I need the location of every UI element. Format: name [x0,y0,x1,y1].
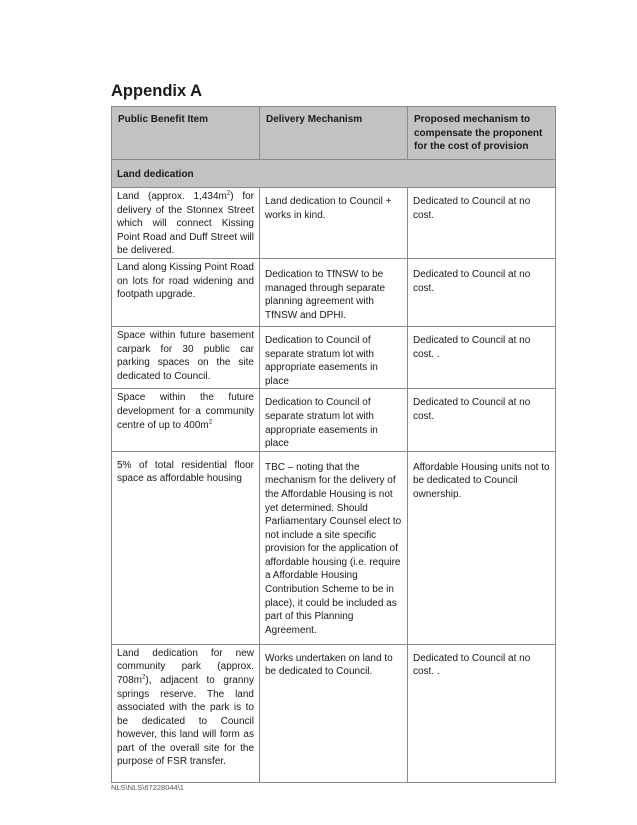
table-row [112,188,556,259]
table-header-row [112,107,556,160]
page-title: Appendix A [111,82,203,100]
cell-compensation: Dedicated to Council at no cost. . [408,644,556,782]
cell-delivery: Land dedication to Council + works in kind. [260,188,408,259]
header-delivery-mechanism: Delivery Mechanism [260,107,408,160]
table-row [112,644,556,782]
cell-compensation: Dedicated to Council at no cost. [408,258,556,326]
cell-item: Space within the future development for a community centre of up to $400m^2$ [112,389,260,451]
cell-compensation: Dedicated to Council at no cost. . [408,326,556,388]
header-compensation-mechanism: Proposed mechanism to compensate the proponent for the cost of provision [408,107,556,160]
cell-item: Land (approx. $1,434m^2$) for delivery of the Stonnex Street which will connect Kissing Point Road and Duff Street will be delivered. [112,188,260,259]
section-row-land-dedication [112,160,556,188]
cell-item: Land along Kissing Point Road on lots for road widening and footpath upgrade. [112,258,260,326]
document-reference-footer: NLS\NLS\67228044\1 [111,783,184,792]
cell-item: 5% of total residential floor space as affordable housing [112,451,260,644]
table-row [112,258,556,326]
table-row [112,389,556,451]
cell-delivery: TBC – noting that the mechanism for the delivery of the Affordable Housing is not yet determined. Should Parliamentary Counsel elect to not include a site specific provision for the application of affordable housing (i.e. require a Affordable Housing Contribution Scheme to be in place), it could be included as part of this Planning Agreement. [260,451,408,644]
public-benefit-table [111,106,556,783]
cell-delivery: Dedication to Council of separate stratum lot with appropriate easements in place [260,326,408,388]
table-row [112,451,556,644]
section-label: Land dedication [112,160,556,188]
cell-delivery: Dedication to Council of separate stratum lot with appropriate easements in place [260,389,408,451]
cell-delivery: Works undertaken on land to be dedicated to Council. [260,644,408,782]
cell-compensation: Dedicated to Council at no cost. [408,188,556,259]
cell-delivery: Dedication to TfNSW to be managed through separate planning agreement with TfNSW and DPHI. [260,258,408,326]
cell-compensation: Affordable Housing units not to be dedicated to Council ownership. [408,451,556,644]
cell-item: Space within future basement carpark for 30 public car parking spaces on the site dedicated to Council. [112,326,260,388]
cell-item: Land dedication for new community park (approx. $708m^2$), adjacent to granny springs reserve. The land associated with the park is to be dedicated to Council however, this land will form as part of the overall site for the purpose of FSR transfer. [112,644,260,782]
header-public-benefit-item: Public Benefit Item [112,107,260,160]
table-row [112,326,556,388]
cell-compensation: Dedicated to Council at no cost. [408,389,556,451]
